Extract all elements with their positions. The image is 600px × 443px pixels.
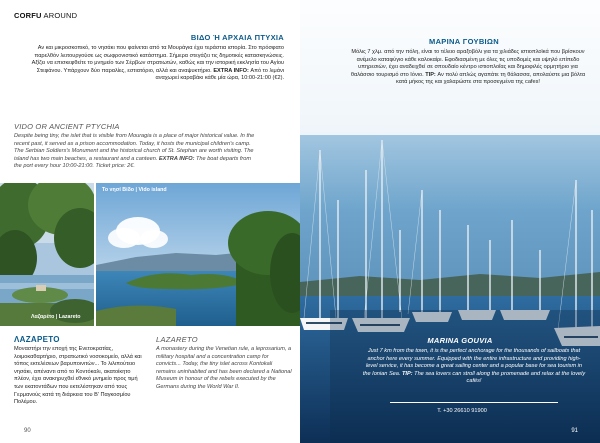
marina-english-body xyxy=(362,348,586,386)
lazareto-photo-caption: Λαζαρέτο | Lazareto xyxy=(31,314,81,320)
vido-english-body xyxy=(14,133,260,171)
marina-divider xyxy=(390,402,558,403)
vido-english-text: Despite being tiny, the islet that is visible from Mouragia is a place of major historical value. In the recent past, it served as a prison accommodation. Today, it hosts the municipal children's camp. The Serbian Soldiers's Monument and the historical church of St. Stephan are worth visiting. The island has two main beaches, a restaurant and a canteen. xyxy=(14,133,255,162)
marina-greek-body xyxy=(350,49,586,87)
marina-phone: T. +30 26610 91900 xyxy=(437,408,487,414)
lazareto-english-title: LAZARETO xyxy=(156,335,198,344)
lazareto-english-body: A monastery during the Venetian rule, a leprosarium, a military hospital and a concentration camp for convicts... Today, the tiny islet across Kontokali remains uninhabited and has been declared a National Museum in honour of the rebels executed by the Germans during the World War II. xyxy=(156,346,292,390)
vido-greek-extra-label: EXTRA INFO: xyxy=(213,67,249,74)
lazareto-photo xyxy=(0,183,94,326)
marina-greek-text: Μόλις 7 χλμ. από την πόλη, είναι το τέλειο αραξοβόλι για τα χιλιάδες ιστιοπλοϊκά που βρίσκουν ανέμελο καταφύγιο κάθε καλοκαίρι. Εφοδιασμένη με όλες τις υποδομές και υψηλό επίπεδο υπηρεσιών, έχει αναδειχθεί σε σπουδαίο κέντρο ιστιοπλοΐας και δημοφιλές ορμητήριο για θαλάσσιο τουρισμό στο Ιόνιο. xyxy=(350,49,585,78)
lazareto-photo-illustration xyxy=(0,183,94,326)
running-head xyxy=(14,11,77,20)
vido-greek-title: ΒΙΔΟ Ή ΑΡΧΑΙΑ ΠΤΥΧΙΑ xyxy=(190,33,284,42)
vido-english-extra: The boat departs from the port every hour 10:00-21:00. Ticket price: 2€. xyxy=(14,155,252,170)
marina-english-tip: The sea lovers can stroll along the promenade and relax at the lovely cafés! xyxy=(412,370,586,385)
vido-english-extra-label: EXTRA INFO: xyxy=(158,155,195,162)
marina-greek-tip-label: TIP: xyxy=(425,71,436,78)
marina-greek-tip: Αν πολύ απλώς αγαπάτε τη θάλασσα, απολαύστε μια βόλτα κατά μήκος της και χαλαρώστε στα προσεγμένα της cafes! xyxy=(396,71,586,86)
marina-english-tip-label: TIP: xyxy=(402,370,413,377)
marina-english-title: MARINA GOUVIA xyxy=(427,336,493,345)
lazareto-greek-body: Μοναστήρι την εποχή της Ενετοκρατίας, λοιμοκαθαρτήριο, στρατιωτικό νοσοκομείο, αλλά και τόπος εκτελέσεων βαρυποινιτών... Το λιλιπούτειο νησάκι, απέναντι από το Κοντόκαλι, ακατοίκητο πλέον, έχει ανακηρυχθεί εθνικό μνημείο προς τιμή των εκατοντάδων που εκτελέστηκαν από τους Γερμανούς κατά τη διάρκεια του Β' Παγκοσμίου Πολέμου. xyxy=(14,346,142,406)
vido-greek-text: Αν και μικροσκοπικό, το νησάκι που φαίνεται από τα Μουράγια έχει τεράστια ιστορία. Στο πρόσφατο παρελθόν λειτουργούσε ως σωφρονιστικό κατάστημα. Σήμερα στεγάζει τις δημοτικές κατασκηνώσεις. Αξίζει να επισκεφθείτε το μνημείο των Σέρβων στρατιωτών, καθώς και την ιστορική εκκλησία του Αγίου Στεφάνου. Υπάρχουν δύο παραλίες, εστιατόριο, αλλά και αναψυκτήριο. xyxy=(31,45,284,74)
vido-photo xyxy=(96,183,300,326)
marina-greek-title: ΜΑΡΙΝΑ ΓΟΥΒΙΩΝ xyxy=(429,37,499,46)
vido-photo-caption: Το νησί Βίδο | Vido island xyxy=(102,187,167,193)
marina-english-text: Just 7 km from the town, it is the perfect anchorage for the thousands of sailboats that anchor here every summer. Equipped with the entire infrastructure and providing high-level service, it has become a great sailing center and a popular base for sea tourism in the Ionian Sea. xyxy=(362,348,583,377)
vido-photo-illustration xyxy=(96,183,300,326)
page-number-left: 90 xyxy=(24,428,31,434)
lazareto-greek-title: ΛΑΖΑΡΕΤΟ xyxy=(14,335,60,344)
page-number-right: 91 xyxy=(571,428,578,434)
right-page xyxy=(300,0,600,443)
running-head-brand: CORFU xyxy=(14,11,42,20)
vido-greek-extra: Από το λιμάνι αναχωρεί καραβάκι κάθε μία ώρα, 10:00-21:00 (€2). xyxy=(155,67,284,82)
vido-greek-body xyxy=(22,45,284,83)
running-head-section: AROUND xyxy=(41,11,78,20)
vido-english-title: VIDO OR ANCIENT PTYCHIA xyxy=(14,122,120,131)
